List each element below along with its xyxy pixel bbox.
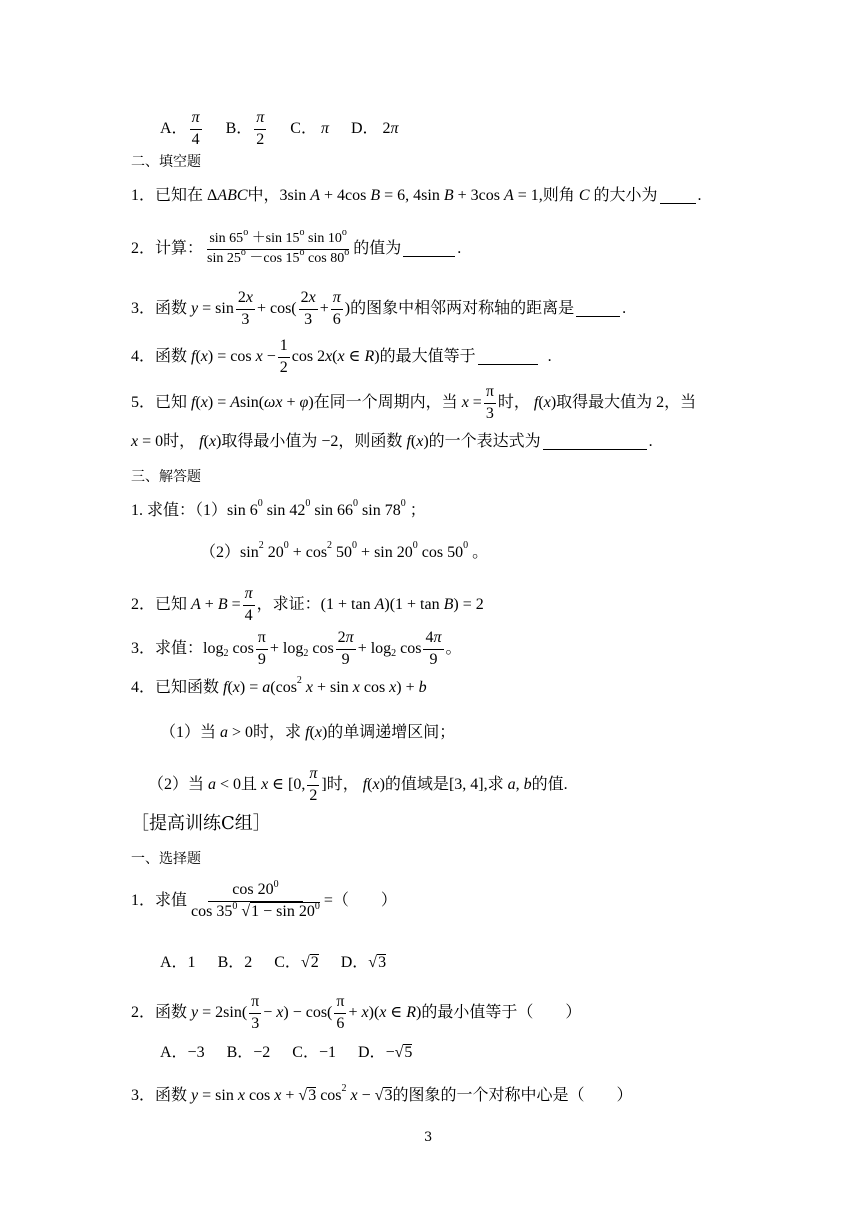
section-c-title: ［提高训练C组］ [131, 813, 271, 834]
solve-q1-part2: （2） sin 2 20 0 + cos 2 50 0 + sin 20 0 cos 50 0 。 [200, 540, 489, 561]
text: 的图象的一个对称中心是（ ） [392, 1086, 633, 1104]
choose-q2-options: A．−3 B．−2 C．−1 D． −√ 5 [160, 1043, 413, 1061]
section-fill-title: 二、填空题 [131, 154, 201, 170]
answer-blank [660, 189, 696, 204]
text: （2）当 [148, 776, 205, 794]
text: ，求证： [256, 596, 321, 614]
answer-blank [576, 302, 620, 317]
choice-d: D． [350, 120, 379, 138]
option-d: D． [358, 1043, 386, 1061]
option-a: A．−3 [160, 1043, 205, 1061]
text: 且 [241, 776, 258, 794]
text: 5．已知 [131, 394, 188, 412]
text: 则角 [542, 187, 575, 204]
page-number: 3 [424, 1130, 433, 1145]
section-choose-title: 一、选择题 [131, 851, 201, 867]
choose-q2: 2．函数 y = 2sin( $\frac{\pi}{3}$ − x ) − cos( $\frac{\pi}{6}$ + x )( x ∈ R ) 的最小值等于（ ） [131, 993, 582, 1032]
text: 时， [163, 433, 196, 450]
option-a: A．1 [160, 953, 196, 971]
text: 1. 求值：（1） [131, 502, 228, 519]
text: 1．求值 [131, 892, 188, 910]
text: 的值. [531, 776, 568, 794]
solve-q4: 4．已知函数 f ( x ) = a (cos 2 x + sin x cos x ) + b [131, 675, 427, 696]
choice-b: B． [225, 120, 253, 138]
text: 3．函数 [131, 300, 188, 318]
fill-q4: 4．函数 f ( x ) = cos x − $\frac{1}{2}$ cos 2 x ( x ∈ R ) 的最大值等于 . [131, 337, 552, 376]
choose-q1: 1．求值 $\frac{\cos 20^0}{\cos 35^0 √1 - \sin 20^0}$ = （ ） [131, 879, 397, 920]
choice-a: A． [160, 120, 188, 138]
text: 的图象中相邻两对称轴的距离是 [350, 300, 575, 318]
answer-blank [403, 242, 455, 257]
text: （ ） [332, 892, 397, 910]
option-b: B．−2 [226, 1043, 271, 1061]
text: 2．已知 [131, 596, 188, 614]
fill-q3: 3．函数 y = sin $\frac{2x}{3}$ + cos( $\frac{2x}{3}$ + $\frac{\pi}{6}$ ) 的图象中相邻两对称轴的距离是 . [131, 289, 627, 328]
text: 时， [497, 394, 530, 412]
text: ，当 [664, 394, 697, 412]
text: 3．函数 [131, 1086, 188, 1104]
fill-q5-line1: 5．已知 f ( x ) = A sin( ωx + φ ) 在同一个周期内，当 x = $\frac{\pi}{3}$ 时， f ( x ) 取得最大值为 2 ，当 [131, 383, 697, 422]
option-d: D． [340, 953, 369, 971]
text: 的值域是 [384, 776, 449, 794]
text: 取得最小值为 [221, 433, 318, 450]
text: 2．计算： [131, 240, 204, 258]
text: ，则函数 [338, 433, 403, 450]
text: 1．已知在 [131, 187, 204, 204]
text: 的大小为 [593, 187, 658, 204]
option-c: C． [274, 953, 301, 971]
text: 取得最大值为 [556, 394, 653, 412]
choice-c: C． [290, 120, 317, 138]
top-choices: A． $\frac{\pi}{4}$ B． $\frac{\pi}{2}$ C． π D． 2 π [160, 109, 399, 148]
text: 的最大值等于 [379, 348, 476, 366]
text: （1）当 [160, 724, 217, 741]
text: 的单调递增区间； [327, 724, 456, 741]
solve-q2: 2．已知 A + B = $\frac{\pi}{4}$ ，求证： (1 + tan A )(1 + tan B ) = 2 [131, 585, 484, 624]
text: 求 [487, 776, 504, 794]
text: 4．已知函数 [131, 679, 220, 696]
solve-q1-part1: 1. 求值：（1） sin 6 0 sin 42 0 sin 66 0 sin 78 0 ； [131, 498, 426, 519]
fill-q5-line2: x = 0 时， f ( x ) 取得最小值为 −2 ，则函数 f ( x ) 的一个表达式为 . [131, 433, 653, 450]
text: 时， [326, 776, 359, 794]
text: 4．函数 [131, 348, 188, 366]
option-c: C．−1 [292, 1043, 336, 1061]
choose-q1-options: A．1 B．2 C． √ 2 D． √ 3 [160, 953, 387, 971]
option-b: B．2 [217, 953, 253, 971]
solve-q4-part2: （2）当 a < 0 且 x ∈ [0, $\frac{\pi}{2}$ ] 时， f ( x ) 的值域是 [3, 4], 求 a , b 的值. [148, 765, 568, 804]
solve-q3: 3．求值： log 2 cos $\frac{\pi}{9}$ + log 2 cos $\frac{2\pi}{9}$ + log 2 cos $\frac{4\pi}{9}$ 。 [131, 629, 462, 668]
solve-q4-part1: （1）当 a > 0 时，求 f ( x ) 的单调递增区间； [160, 724, 456, 741]
text: 的值为 [353, 240, 402, 258]
choose-q3: 3．函数 y = sin x cos x + √ 3 cos 2 x − √ 3 的图象的一个对称中心是（ ） [131, 1082, 633, 1104]
section-solve-title: 三、解答题 [131, 469, 201, 485]
text: 在同一个周期内，当 [313, 394, 458, 412]
answer-blank [543, 435, 647, 450]
fill-q2: 2．计算： $\frac{\sin 65^o +\sin 15^o \sin 10^o}{\sin 25^o -\cos 15^o \cos 80^o}$ 的值为 . [131, 227, 462, 266]
text: 的一个表达式为 [428, 433, 541, 450]
text: 中， [247, 187, 280, 204]
fill-q1: 1．已知在 Δ ABC 中， 3sin A + 4cos B = 6, 4sin B + 3cos A = 1, 则角 C 的大小为 . [131, 187, 702, 204]
text: （2） [200, 544, 241, 561]
text: 的最小值等于（ ） [421, 1004, 582, 1022]
text: 3．求值： [131, 640, 204, 658]
answer-blank [478, 350, 538, 365]
text: 时，求 [253, 724, 302, 741]
text: 2．函数 [131, 1004, 188, 1022]
